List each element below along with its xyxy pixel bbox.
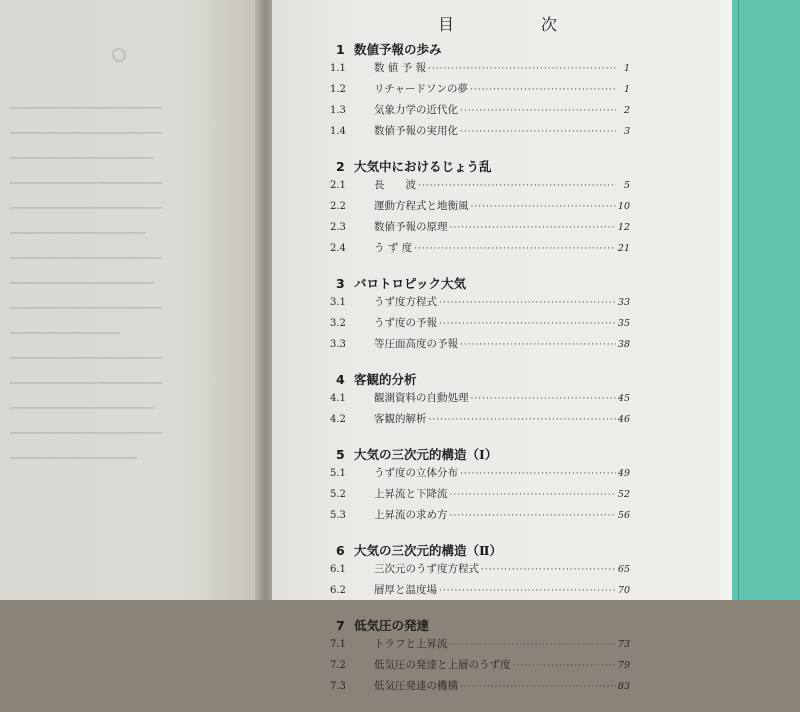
dot-leader xyxy=(439,319,616,329)
page-number: 3 xyxy=(623,126,630,137)
toc-entry xyxy=(330,294,630,315)
section-number: 5.1 xyxy=(330,468,346,479)
dot-leader xyxy=(414,244,616,254)
toc-entry xyxy=(330,177,630,198)
table-of-contents xyxy=(330,40,630,712)
page-number: 70 xyxy=(617,585,630,596)
section-title: 気象力学の近代化 xyxy=(374,104,458,116)
page-number: 65 xyxy=(617,564,630,575)
section-number: 7.2 xyxy=(330,660,346,671)
chapter-heading xyxy=(330,157,630,177)
toc-chapter xyxy=(330,616,630,699)
section-number: 1.2 xyxy=(330,84,346,95)
dot-leader xyxy=(429,415,616,425)
section-title: 上昇流の求め方 xyxy=(374,509,448,521)
section-number: 6.1 xyxy=(330,564,346,575)
section-number: 4.1 xyxy=(330,393,346,404)
section-number: 3.1 xyxy=(330,297,346,308)
dot-leader xyxy=(460,340,616,350)
toc-entry xyxy=(330,102,630,123)
section-title: 等圧面高度の予報 xyxy=(374,338,458,350)
book-cover xyxy=(732,0,800,600)
chapter-title: バロトロピック大気 xyxy=(354,276,467,291)
toc-chapter xyxy=(330,274,630,357)
left-page xyxy=(0,0,262,600)
section-number: 7.1 xyxy=(330,639,346,650)
toc-chapter xyxy=(330,370,630,432)
chapter-title: 大気の三次元的構造（Ⅰ） xyxy=(354,447,498,462)
toc-heading-char-1: 目 xyxy=(438,15,456,34)
toc-entry xyxy=(330,240,630,261)
chapter-heading xyxy=(330,40,630,60)
toc-chapter xyxy=(330,445,630,528)
page-number: 12 xyxy=(617,222,630,233)
dot-leader xyxy=(450,490,616,500)
page-number: 56 xyxy=(617,510,630,521)
section-title: うず度の予報 xyxy=(374,317,437,329)
section-title: うず度の立体分布 xyxy=(374,467,458,479)
chapter-number: 1 xyxy=(336,42,345,57)
page-number: 35 xyxy=(617,318,630,329)
page-number: 83 xyxy=(617,681,630,692)
bleed-through-mark xyxy=(112,48,126,62)
chapter-heading xyxy=(330,274,630,294)
chapter-title: 大気中におけるじょう乱 xyxy=(354,159,492,174)
toc-entry xyxy=(330,315,630,336)
section-number: 7.3 xyxy=(330,681,346,692)
section-number: 5.3 xyxy=(330,510,346,521)
dot-leader xyxy=(450,223,616,233)
section-title: 数値予報の実用化 xyxy=(374,125,458,137)
section-number: 2.2 xyxy=(330,201,346,212)
page-number: 10 xyxy=(617,201,630,212)
section-number: 1.1 xyxy=(330,63,346,74)
chapter-title: 客観的分析 xyxy=(354,372,417,387)
section-number: 3.3 xyxy=(330,339,346,350)
chapter-number: 5 xyxy=(336,447,345,462)
section-title: トラフと上昇流 xyxy=(374,638,448,650)
dot-leader xyxy=(471,394,616,404)
chapter-heading xyxy=(330,445,630,465)
toc-entry xyxy=(330,411,630,432)
section-title: 低気圧の発達と上層のうず度 xyxy=(374,659,511,671)
page-number: 5 xyxy=(623,180,630,191)
section-number: 5.2 xyxy=(330,489,346,500)
dot-leader xyxy=(481,565,616,575)
chapter-number: 2 xyxy=(336,159,345,174)
page-edge xyxy=(720,0,732,600)
dot-leader xyxy=(460,106,616,116)
section-number: 6.2 xyxy=(330,585,346,596)
chapter-title: 大気の三次元的構造（Ⅱ） xyxy=(354,543,503,558)
section-title: 層厚と温度場 xyxy=(374,584,437,596)
dot-leader xyxy=(418,181,616,191)
dot-leader xyxy=(428,64,616,74)
section-title: う ず 度 xyxy=(374,242,413,254)
toc-entry xyxy=(330,123,630,144)
section-number: 3.2 xyxy=(330,318,346,329)
chapter-number: 3 xyxy=(336,276,345,291)
chapter-heading xyxy=(330,541,630,561)
chapter-heading xyxy=(330,370,630,390)
section-number: 2.4 xyxy=(330,243,346,254)
chapter-title: 数値予報の歩み xyxy=(354,42,442,57)
page-number: 79 xyxy=(617,660,630,671)
toc-entry xyxy=(330,465,630,486)
dot-leader xyxy=(460,469,616,479)
dot-leader xyxy=(460,682,616,692)
section-title: 上昇流と下降流 xyxy=(374,488,448,500)
section-title: 低気圧発達の機構 xyxy=(374,680,458,692)
page-number: 2 xyxy=(623,105,630,116)
bleed-through-text: ▁▁▁▁▁▁▁▁▁▁▁▁▁▁▁▁▁▁ ▁▁▁▁▁▁▁▁▁▁▁▁▁▁▁▁▁▁ ▁▁▁▁▁▁▁▁▁▁▁▁▁▁▁▁▁ ▁▁▁▁▁▁▁▁▁▁▁▁▁▁▁▁▁▁ ▁▁▁▁▁▁▁▁▁▁▁▁▁▁▁▁▁▁ ▁▁▁▁▁▁▁▁▁▁▁▁▁▁▁▁ ▁▁▁▁▁▁▁▁▁▁▁▁▁▁▁▁▁▁ ▁▁▁▁▁▁▁▁▁▁▁▁▁▁▁▁▁ ▁▁▁▁▁▁▁▁▁▁▁▁▁▁▁▁▁▁ ▁▁▁▁▁▁▁▁▁▁▁▁▁ ▁▁▁▁▁▁▁▁▁▁▁▁▁▁▁▁▁▁ ▁▁▁▁▁▁▁▁▁▁▁▁▁▁▁▁▁▁ ▁▁▁▁▁▁▁▁▁▁▁▁▁▁▁▁▁ ▁▁▁▁▁▁▁▁▁▁▁▁▁▁▁▁▁▁ ▁▁▁▁▁▁▁▁▁▁▁▁▁▁▁ xyxy=(10,96,163,459)
page-number: 49 xyxy=(617,468,630,479)
page-number: 21 xyxy=(617,243,630,254)
toc-entry xyxy=(330,219,630,240)
page-number: 45 xyxy=(617,393,630,404)
dot-leader xyxy=(439,586,616,596)
toc-entry xyxy=(330,81,630,102)
toc-entry xyxy=(330,678,630,699)
toc-entry xyxy=(330,561,630,582)
section-title: 長 波 xyxy=(374,179,416,191)
section-title: うず度方程式 xyxy=(374,296,437,308)
chapter-title: 低気圧の発達 xyxy=(354,618,430,633)
page-number: 52 xyxy=(617,489,630,500)
chapter-number: 6 xyxy=(336,543,345,558)
section-title: 運動方程式と地衡風 xyxy=(374,200,469,212)
toc-entry xyxy=(330,486,630,507)
toc-entry xyxy=(330,390,630,411)
toc-entry xyxy=(330,507,630,528)
toc-heading xyxy=(438,12,558,35)
section-title: 客観的解析 xyxy=(374,413,427,425)
page-number: 1 xyxy=(623,63,630,74)
page-number: 33 xyxy=(617,297,630,308)
dot-leader xyxy=(460,127,616,137)
chapter-number: 4 xyxy=(336,372,345,387)
section-title: 三次元のうず度方程式 xyxy=(374,563,479,575)
dot-leader xyxy=(513,661,616,671)
dot-leader xyxy=(471,202,616,212)
toc-chapter xyxy=(330,157,630,261)
dot-leader xyxy=(470,85,616,95)
toc-entry xyxy=(330,636,630,657)
page-number: 46 xyxy=(617,414,630,425)
section-title: 観測資料の自動処理 xyxy=(374,392,469,404)
section-number: 2.1 xyxy=(330,180,346,191)
toc-heading-char-2: 次 xyxy=(540,15,558,34)
dot-leader xyxy=(450,511,616,521)
page-number: 1 xyxy=(623,84,630,95)
page-number: 38 xyxy=(617,339,630,350)
section-number: 4.2 xyxy=(330,414,346,425)
dot-leader xyxy=(439,298,616,308)
chapter-number: 7 xyxy=(336,618,345,633)
toc-entry xyxy=(330,336,630,357)
dot-leader xyxy=(450,640,616,650)
section-number: 1.3 xyxy=(330,105,346,116)
section-title: 数値予報の原理 xyxy=(374,221,448,233)
toc-chapter xyxy=(330,40,630,144)
section-title: 数 値 予 報 xyxy=(374,62,427,74)
toc-entry xyxy=(330,198,630,219)
section-title: リチャードソンの夢 xyxy=(374,83,468,95)
toc-chapter xyxy=(330,541,630,603)
toc-entry xyxy=(330,657,630,678)
section-number: 1.4 xyxy=(330,126,346,137)
page-number: 73 xyxy=(617,639,630,650)
chapter-heading xyxy=(330,616,630,636)
toc-entry xyxy=(330,60,630,81)
section-number: 2.3 xyxy=(330,222,346,233)
